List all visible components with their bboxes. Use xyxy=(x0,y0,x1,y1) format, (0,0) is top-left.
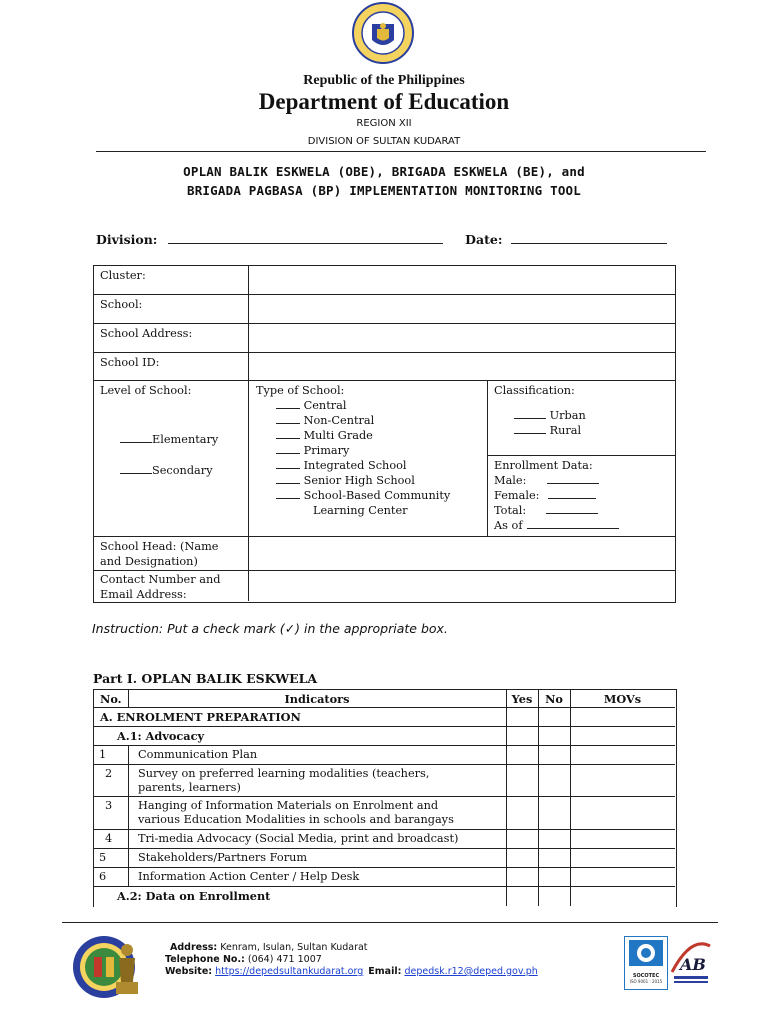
type-option[interactable]: Integrated School xyxy=(276,458,450,473)
indicator-text: Tri-media Advocacy (Social Media, print and broadcast) xyxy=(138,832,459,845)
row-line xyxy=(93,886,675,887)
secondary-blank[interactable] xyxy=(120,464,152,474)
classification-rural-option[interactable]: Rural xyxy=(514,423,581,438)
classification-col-divider xyxy=(487,380,488,536)
iso-label: ISO 9001 : 2015 xyxy=(629,979,663,984)
classification-label: Classification: xyxy=(494,384,575,397)
school-id-label: School ID: xyxy=(100,356,160,369)
classification-urban-option[interactable]: Urban xyxy=(514,408,586,423)
col-header-movs: MOVs xyxy=(603,692,642,706)
col-line xyxy=(506,689,507,906)
col-line xyxy=(538,689,539,906)
movs-field[interactable] xyxy=(571,746,674,764)
school-label: School: xyxy=(100,298,143,311)
ab-accreditation-logo xyxy=(668,936,714,988)
row-line xyxy=(93,867,675,868)
male-field[interactable]: Male: xyxy=(494,473,599,488)
type-option[interactable]: Central xyxy=(276,398,450,413)
school-address-label: School Address: xyxy=(100,327,193,340)
subsection-a1-title: A.1: Advocacy xyxy=(117,729,205,743)
republic-label: Republic of the Philippines xyxy=(303,73,465,88)
col-header-no-check: No xyxy=(545,692,563,706)
row-line xyxy=(93,726,675,727)
website-link[interactable]: https://depedsultankudarat.org xyxy=(215,966,364,977)
subsection-a2-title: A.2: Data on Enrollment xyxy=(117,889,271,903)
division-field[interactable] xyxy=(168,233,443,244)
indicator-text: Communication Plan xyxy=(138,748,258,761)
footer-telephone: Telephone No.: (064) 471 1007 xyxy=(165,954,322,965)
statue-icon xyxy=(108,938,146,996)
type-option[interactable]: Senior High School xyxy=(276,473,450,488)
row-divider xyxy=(93,380,675,381)
footer-divider xyxy=(62,922,718,923)
indicator-text: Survey on preferred learning modalities (teachers, parents, learners) xyxy=(138,767,430,794)
row-line xyxy=(93,796,675,797)
row-number: 4 xyxy=(105,832,113,845)
type-option[interactable]: Primary xyxy=(276,443,450,458)
document-title-line2: BRIGADA PAGBASA (BP) IMPLEMENTATION MONITORING TOOL xyxy=(186,183,581,198)
enrollment-label: Enrollment Data: xyxy=(494,459,593,472)
division-field-label: Division: xyxy=(96,232,158,247)
section-a-title: A. ENROLMENT PREPARATION xyxy=(100,710,301,724)
deped-seal-logo xyxy=(343,2,423,64)
school-head-field[interactable] xyxy=(250,537,673,569)
division-label: DIVISION OF SULTAN KUDARAT xyxy=(307,136,461,147)
type-option[interactable]: Non-Central xyxy=(276,413,450,428)
col-header-yes: Yes xyxy=(511,692,533,706)
department-title: Department of Education xyxy=(258,89,510,114)
col-header-no: No. xyxy=(100,692,122,706)
yes-checkbox[interactable] xyxy=(507,746,538,764)
document-title-line1: OPLAN BALIK ESKWELA (OBE), BRIGADA ESKWELA (BE), and xyxy=(183,164,585,179)
col-header-indicators: Indicators xyxy=(284,692,350,706)
date-field-label: Date: xyxy=(465,232,503,247)
col-line xyxy=(128,745,129,887)
row-line xyxy=(93,707,675,708)
socotec-icon xyxy=(625,937,667,969)
indicator-text: Information Action Center / Help Desk xyxy=(138,870,360,883)
row-number: 5 xyxy=(99,851,107,864)
school-field[interactable] xyxy=(250,295,673,322)
type-option[interactable]: Multi Grade xyxy=(276,428,450,443)
school-address-field[interactable] xyxy=(250,324,673,351)
socotec-cert-logo xyxy=(624,936,668,990)
school-head-label: School Head: (Name and Designation) xyxy=(100,540,219,568)
level-secondary-option[interactable] xyxy=(120,463,213,478)
region-label: REGION XII xyxy=(356,118,412,129)
total-field[interactable]: Total: xyxy=(494,503,598,518)
division-date-line xyxy=(96,232,667,247)
row-number: 1 xyxy=(99,748,107,761)
instruction-text: Instruction: Put a check mark (✓) in the appropriate box. xyxy=(92,621,448,636)
socotec-label: SOCOTEC xyxy=(632,973,660,979)
row-line xyxy=(93,848,675,849)
as-of-field[interactable]: As of xyxy=(494,518,619,533)
row-number: 6 xyxy=(99,870,107,883)
contact-field[interactable] xyxy=(250,571,673,600)
row-number: 3 xyxy=(105,799,113,812)
header-divider xyxy=(96,151,706,152)
school-id-field[interactable] xyxy=(250,353,673,379)
cluster-field[interactable] xyxy=(250,266,673,293)
elementary-blank[interactable] xyxy=(120,433,152,443)
level-elementary-option[interactable] xyxy=(120,432,218,447)
row-line xyxy=(93,829,675,830)
row-line xyxy=(93,764,675,765)
col-line xyxy=(570,689,571,906)
type-options-list xyxy=(276,398,450,518)
row-number: 2 xyxy=(105,767,113,780)
female-field[interactable]: Female: xyxy=(494,488,596,503)
type-option-continuation: Learning Center xyxy=(313,504,408,517)
type-label: Type of School: xyxy=(256,384,345,397)
indicator-text: Hanging of Information Materials on Enrolment and various Education Modalities in schools and barangays xyxy=(138,799,454,826)
date-field[interactable] xyxy=(511,233,667,244)
level-label: Level of School: xyxy=(100,384,192,397)
classification-row-divider xyxy=(487,455,675,456)
profile-col-divider xyxy=(248,265,249,601)
secondary-label: Secondary xyxy=(152,464,213,477)
contact-label: Contact Number and Email Address: xyxy=(100,573,221,601)
footer-contacts: Website: https://depedsultankudarat.org Email: depedsk.r12@deped.gov.ph xyxy=(165,966,538,977)
elementary-label: Elementary xyxy=(152,433,219,446)
footer-address: Address: Kenram, Isulan, Sultan Kudarat xyxy=(170,942,368,953)
indicator-text: Stakeholders/Partners Forum xyxy=(138,851,308,864)
part1-title: Part I. OPLAN BALIK ESKWELA xyxy=(93,671,318,686)
email-link[interactable]: depedsk.r12@deped.gov.ph xyxy=(404,966,538,977)
type-option[interactable]: School-Based Community xyxy=(276,488,450,503)
no-checkbox[interactable] xyxy=(539,746,570,764)
cluster-label: Cluster: xyxy=(100,269,146,282)
ab-text: AB xyxy=(680,955,706,974)
